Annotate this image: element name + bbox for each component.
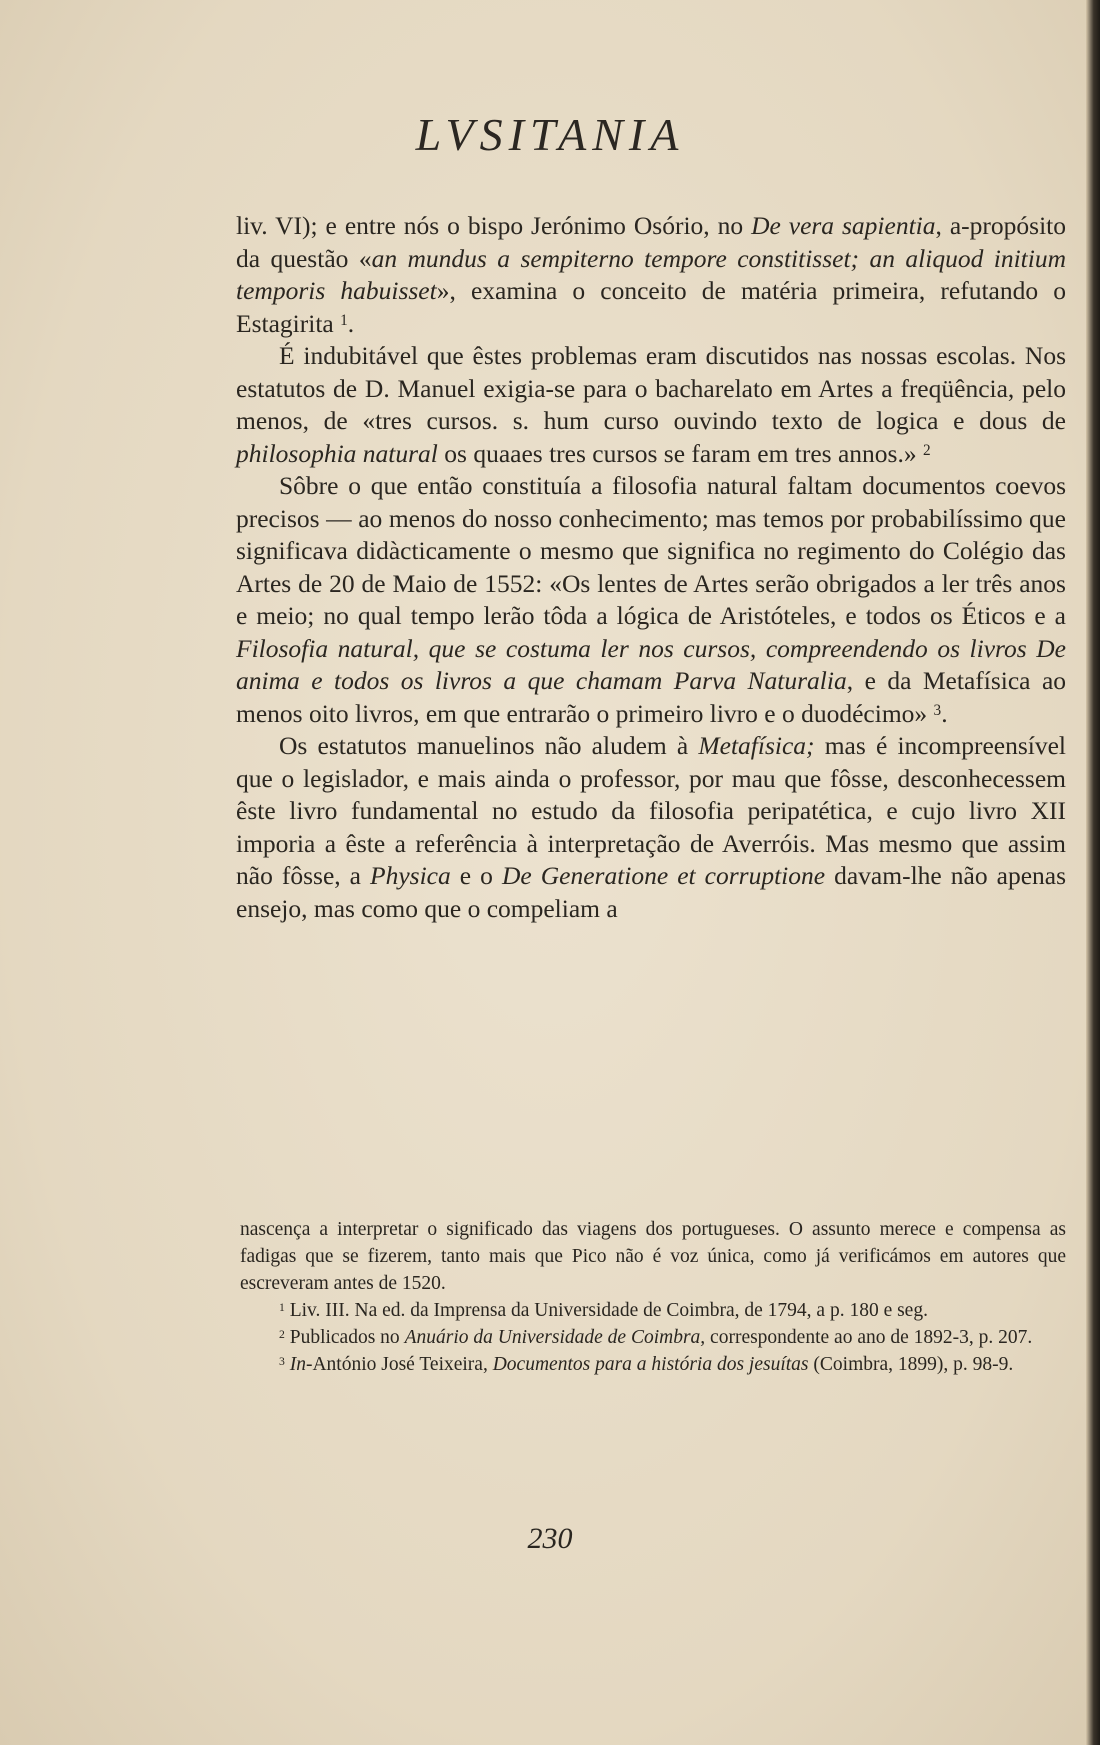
text-run: , a-propósito da questão « bbox=[236, 211, 1066, 273]
footnote-ref: 2 bbox=[922, 441, 931, 459]
italic-text: De vera sapientia bbox=[751, 211, 936, 240]
text-run: nascença a interpretar o significado das viagens dos portugueses. O assunto merece e compensa as fadigas que se fizerem, tanto mais que Pico não é voz única, como já verificámos em autores que escreveram antes de 1520. bbox=[240, 1219, 1066, 1294]
text-run: correspondente ao ano de 1892-3, p. 207. bbox=[705, 1327, 1033, 1348]
italic-text: Filosofia natural, que se costuma ler nos cursos, compreendendo os livros De anima e todos os livros a que chamam Parva Naturalia bbox=[236, 633, 1066, 695]
italic-text: Documentos para a história dos jesuítas bbox=[492, 1354, 809, 1375]
text-run: os quaaes tres cursos se faram em tres annos.» bbox=[437, 438, 923, 468]
italic-text: an mundus a sempiterno tempore constitisset; an aliquod initium temporis habuisset bbox=[236, 243, 1066, 305]
text-run: davam-lhe não apenas ensejo, mas como que o compeliam a bbox=[236, 861, 1066, 923]
footnote-1 bbox=[240, 1297, 1066, 1324]
text-run: . bbox=[941, 698, 948, 728]
footnote-continuation bbox=[240, 1216, 1066, 1297]
paragraph bbox=[236, 470, 1066, 730]
paragraph bbox=[236, 730, 1066, 925]
text-run: e o bbox=[450, 861, 502, 890]
main-text bbox=[236, 210, 1066, 925]
text-run: Liv. III. Na ed. da Imprensa da Universidade de Coimbra, de 1794, a p. 180 e seg. bbox=[284, 1300, 928, 1321]
italic-text: Physica bbox=[370, 861, 451, 890]
page-number: 230 bbox=[527, 1522, 573, 1555]
text-run: Sôbre o que então constituía a filosofia natural faltam documentos coevos precisos — ao menos do nosso conhecimento; mas temos por probabilíssimo que significava didàcticamente o mesmo que significa no regimento do Colégio das Artes de 20 de Maio de 1552: «Os lentes de Artes serão obrigados a ler três anos e meio; no qual tempo lerão tôda a lógica de Aristóteles, e todos os Éticos e a bbox=[236, 471, 1066, 630]
paragraph bbox=[236, 340, 1066, 470]
italic-text: De Generatione et corruptione bbox=[501, 861, 826, 890]
footnote-ref: 3 bbox=[279, 1354, 285, 1368]
footnote-ref: 2 bbox=[279, 1327, 285, 1341]
footnote-3 bbox=[240, 1351, 1066, 1378]
text-run: », examina o conceito de matéria primeira, refutando o Estagirita bbox=[236, 276, 1066, 338]
running-title: LVSITANIA bbox=[415, 109, 685, 160]
italic-text: In bbox=[289, 1354, 306, 1375]
text-run: -António José Teixeira, bbox=[305, 1354, 493, 1375]
footnote-2 bbox=[240, 1324, 1066, 1351]
footnote-ref: 3 bbox=[933, 701, 942, 719]
text-run: mas é incompreensível que o legislador, e mais ainda o professor, por mau que fôsse, desconhecessem êste livro fundamental no estudo da filosofia peripatética, e cujo livro XII imporia a êste a referência à interpretação de Averróis. Mas mesmo que assim não fôsse, a bbox=[236, 731, 1066, 890]
page-edge-shadow bbox=[1086, 0, 1100, 1745]
footnote-ref: 1 bbox=[340, 311, 348, 329]
text-run: É indubitável que êstes problemas eram discutidos nas nossas escolas. Nos estatutos de D. Manuel exigia-se para o bacharelato em Artes a freqüência, pelo menos, de «tres cursos. s. hum curso ouvindo texto de logica e dous de bbox=[236, 341, 1066, 435]
text-run: Os estatutos manuelinos não aludem à bbox=[279, 731, 699, 760]
text-run: liv. VI); e entre nós o bispo Jerónimo Osório, no bbox=[236, 211, 752, 240]
text-run: , e da Metafísica ao menos oito livros, em que entrarão o primeiro livro e o duodécimo» bbox=[236, 666, 1067, 728]
italic-text: Metafísica; bbox=[698, 731, 815, 760]
footnote-ref: 1 bbox=[279, 1300, 285, 1314]
italic-text: Anuário da Universidade de Coimbra, bbox=[404, 1327, 706, 1348]
footnotes bbox=[240, 1216, 1066, 1378]
text-run: . bbox=[347, 308, 355, 338]
text-run: (Coimbra, 1899), p. 98-9. bbox=[808, 1354, 1014, 1375]
text-run: Publicados no bbox=[284, 1327, 405, 1348]
italic-text: philosophia natural bbox=[236, 438, 438, 468]
paragraph bbox=[236, 210, 1066, 340]
